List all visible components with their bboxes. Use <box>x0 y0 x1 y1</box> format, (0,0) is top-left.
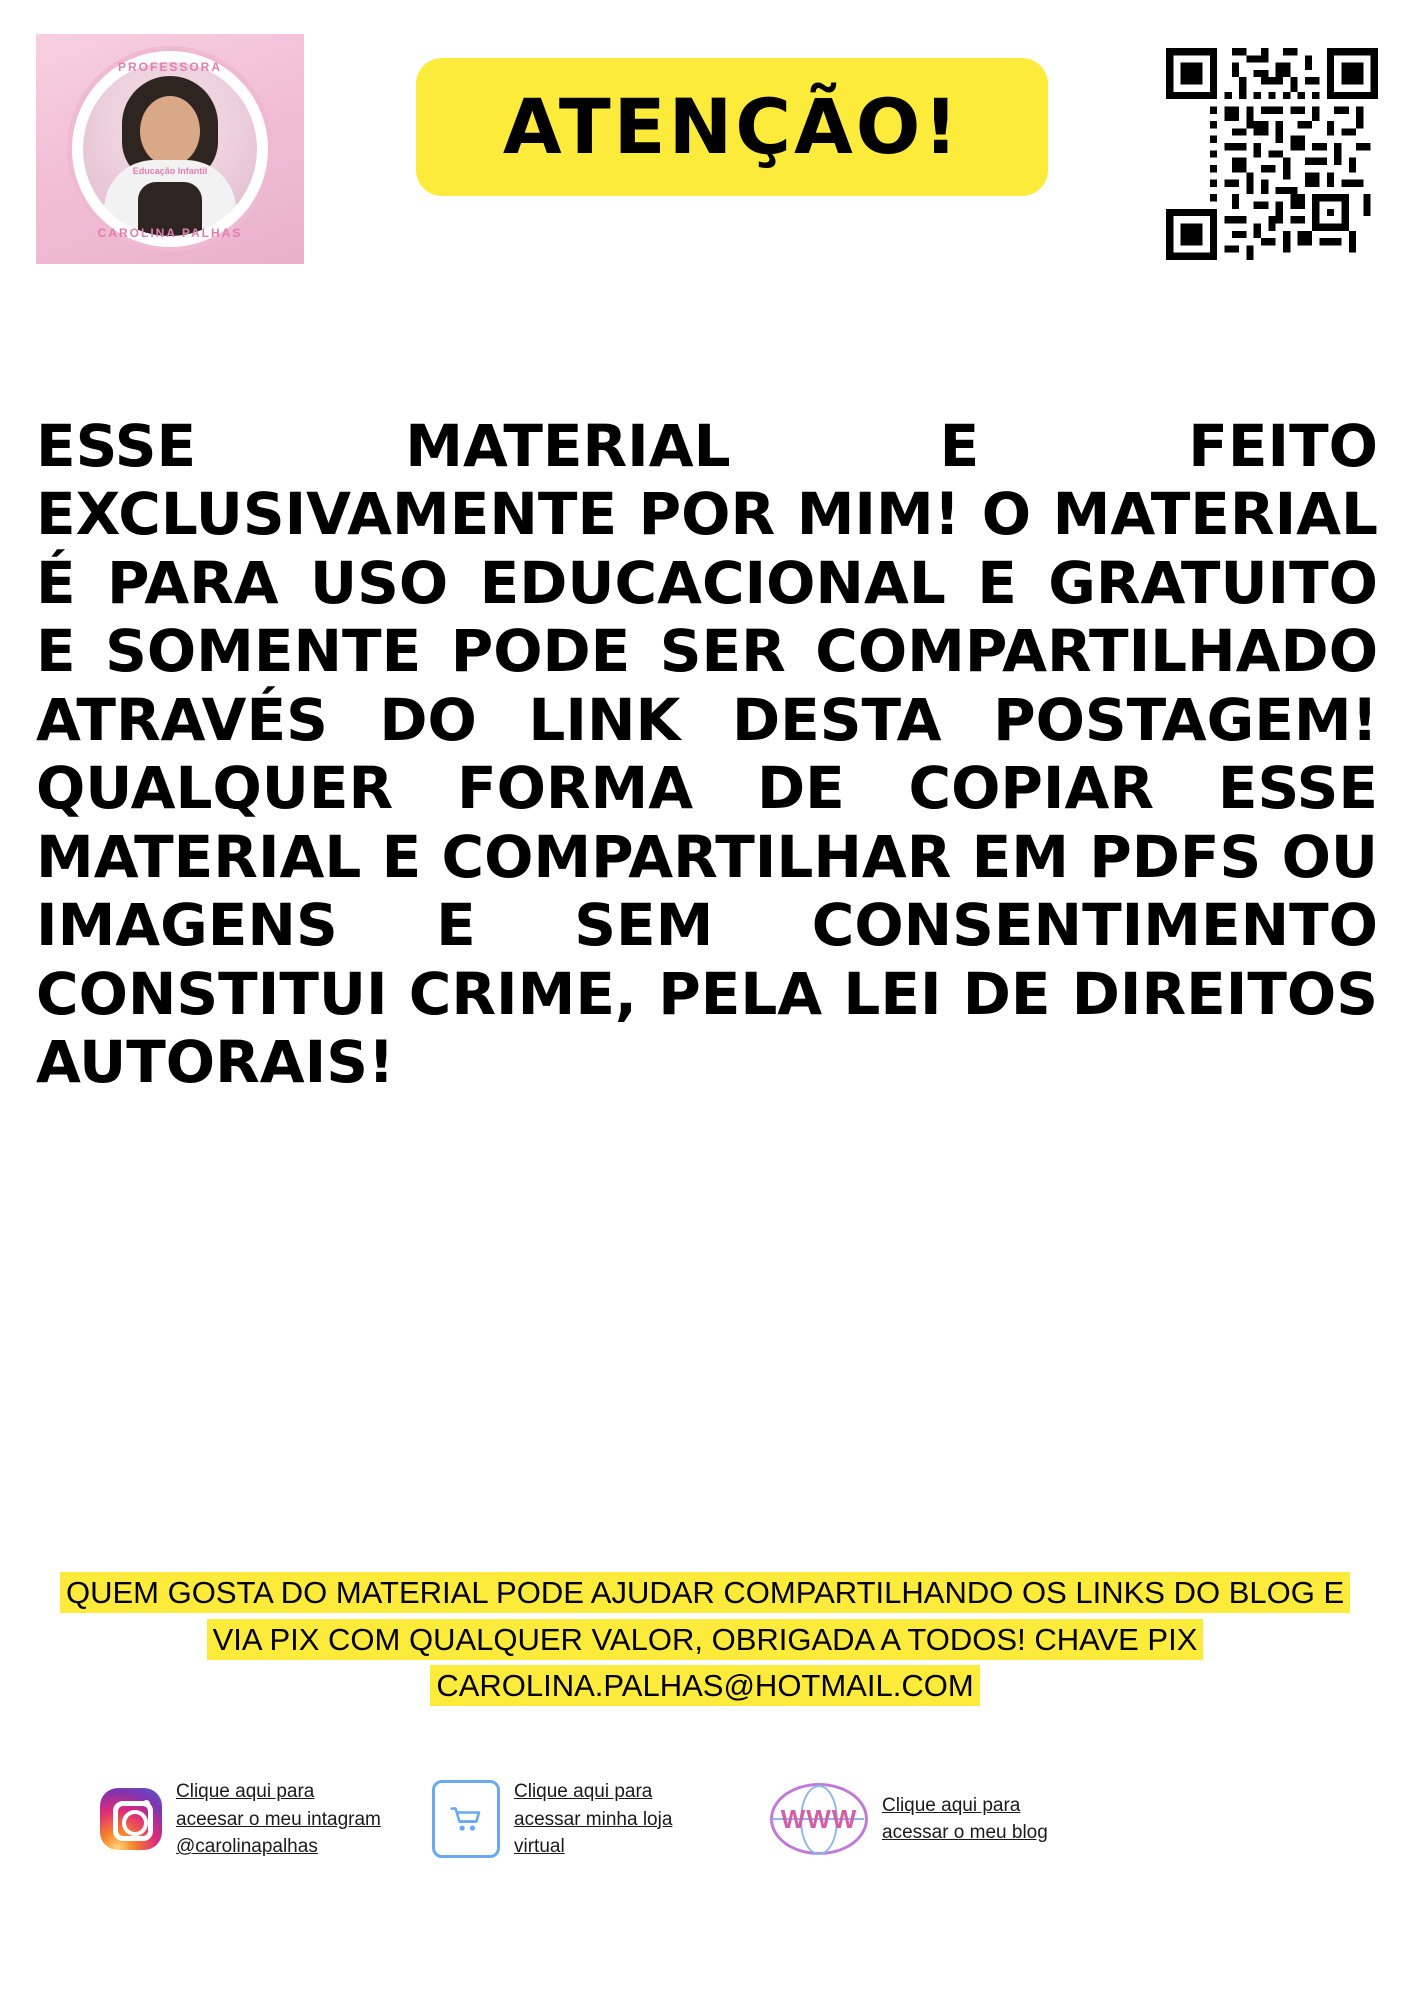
shop-icon[interactable] <box>432 1780 500 1858</box>
blog-link[interactable] <box>770 1783 1092 1855</box>
instagram-lens-icon <box>122 1810 148 1836</box>
instagram-icon[interactable] <box>100 1788 162 1850</box>
shop-link[interactable] <box>432 1778 724 1861</box>
avatar-bottom-label: CAROLINA PALHAS <box>97 226 243 240</box>
cart-icon <box>449 1806 483 1832</box>
avatar-face <box>140 96 200 166</box>
avatar <box>36 34 304 264</box>
pix-note-text: QUEM GOSTA DO MATERIAL PODE AJUDAR COMPARTILHANDO OS LINKS DO BLOG E VIA PIX COM QUALQUER VALOR, OBRIGADA A TODOS! CHAVE PIX CAROLINA.PALHAS@HOTMAIL.COM <box>60 1572 1350 1706</box>
avatar-top-label: PROFESSORA <box>117 60 222 74</box>
avatar-center-label: Educação Infantil <box>132 166 208 177</box>
globe-www-icon[interactable] <box>770 1783 868 1855</box>
page-header <box>36 34 1378 264</box>
instagram-link[interactable] <box>100 1778 386 1861</box>
blog-link-label[interactable]: Clique aqui para acessar o meu blog <box>882 1794 1048 1844</box>
avatar-photo <box>83 62 257 236</box>
main-paragraph: ESSE MATERIAL E FEITO EXCLUSIVAMENTE POR MIM! O MATERIAL É PARA USO EDUCACIONAL E GRATUITO E SOMENTE PODE SER COMPARTILHADO ATRAVÉS DO LINK DESTA POSTAGEM! QUALQUER FORMA DE COPIAR ESSE MATERIAL E COMPARTILHAR EM PDFS OU IMAGENS E SEM CONSENTIMENTO CONSTITUI CRIME, PELA LEI DE DIREITOS AUTORAIS! <box>36 412 1378 1096</box>
qr-code-icon[interactable] <box>1166 48 1378 260</box>
instagram-link-label[interactable]: Clique aqui para aceesar o meu intagram @carolinapalhas <box>176 1781 381 1858</box>
pix-note <box>60 1570 1350 1710</box>
www-label: WWW <box>780 1803 858 1834</box>
page-title: ATENÇÃO! <box>502 82 962 171</box>
attention-badge <box>416 58 1048 196</box>
shop-link-label[interactable]: Clique aqui para acessar minha loja virtual <box>514 1781 673 1858</box>
footer-links <box>100 1778 1330 1861</box>
